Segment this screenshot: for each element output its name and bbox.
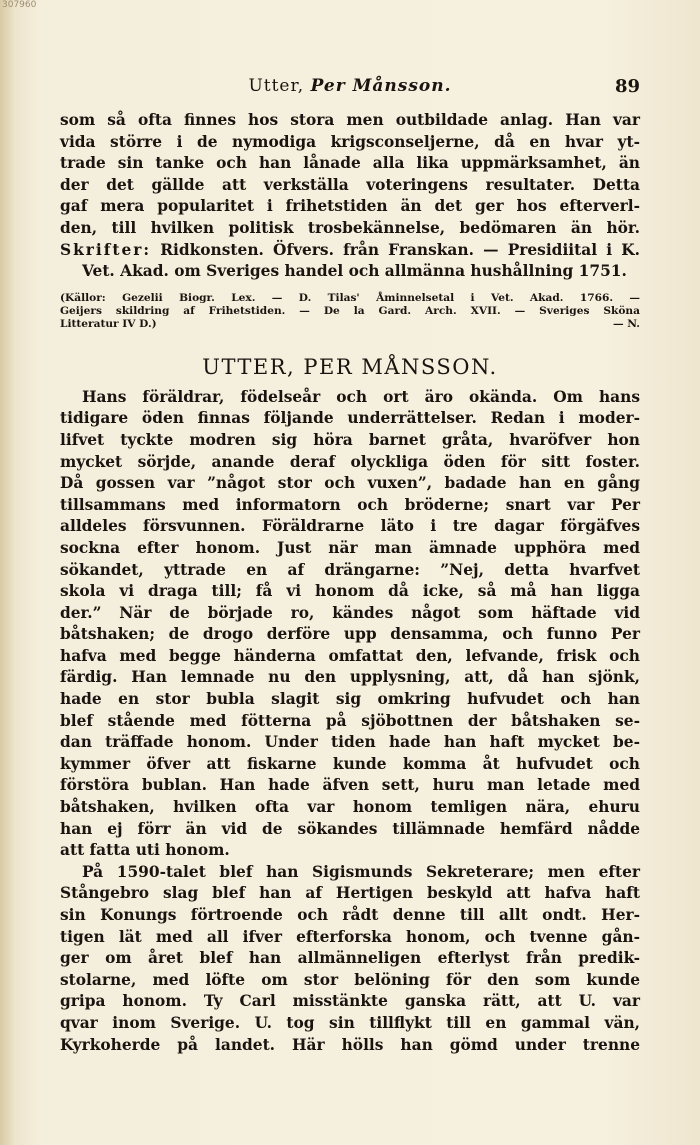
text-line: mycket sörjde, anande deraf olyckliga öden för sitt foster. [60,452,640,471]
writings-text: Ridkonsten. Öfvers. från Franskan. — Presidiital i K. [160,240,641,259]
header-name: Per Månsson. [310,76,452,96]
sources-note [60,292,640,331]
library-stamp: 307960 [2,0,37,10]
header-surname: Utter, [248,76,305,96]
paragraph-2 [60,862,640,1056]
sources-signature: — N. [613,317,640,330]
writings-label: Skrifter: [60,240,152,259]
text-line: Stångebro slag blef han af Hertigen beskyld att hafva haft [60,884,640,903]
page-body [60,110,640,1056]
text-line: den, till hvilken politisk trosbekännelse, bedömaren än hör. [60,218,640,237]
sources-line: (Källor: Gezelii Biogr. Lex. — D. Tilas' Åminnelsetal i Vet. Akad. 1766. — [60,291,640,304]
text-line: trade sin tanke och han lånade alla lika uppmärksamhet, än [60,154,640,173]
text-line: Hans föräldrar, födelseår och ort äro okända. Om hans [82,387,640,406]
text-line: gripa honom. Ty Carl misstänkte ganska rätt, att U. var [60,992,640,1011]
text-line: ger om året blef han allmänneligen efterlyst från predik- [60,949,640,968]
text-line: stolarne, med löfte om stor belöning för den som kunde [60,970,640,989]
page-number: 89 [614,76,640,97]
page-spine-edge [0,0,14,1145]
text-line: der det gällde att verkställa voteringens resultater. Detta [60,175,640,194]
text-line: dan träffade honom. Under tiden hade han haft mycket be- [60,733,640,752]
previous-entry-text [60,110,640,240]
entry-heading: UTTER, PER MÅNSSON. [202,354,498,379]
text-line: som så ofta finnes hos stora men outbildade anlag. Han var [60,111,640,129]
text-line: vida större i de nymodiga krigsconseljerne, då en hvar yt- [60,132,640,151]
sources-end: Litteratur IV D.) [60,317,157,330]
sources-line [60,318,640,331]
text-line: tillsammans med informatorn och bröderne; snart var Per [60,495,640,514]
text-line: kymmer öfver att fiskarne kunde komma åt hufvudet och [60,754,640,773]
text-line: att fatta uti honom. [60,841,230,860]
text-line: hafva med begge händerna omfattat den, lefvande, frisk och [60,646,640,665]
text-line: båtshaken, hvilken ofta var honom temligen nära, ehuru [60,798,640,817]
text-line: tidigare öden finnas följande underrättelser. Redan i moder- [60,409,640,428]
text-line: båtshaken; de drogo derföre upp densamma, och funno Per [60,625,640,644]
text-line: sökandet, yttrade en af drängarne: ”Nej, detta hvarfvet [60,560,640,579]
text-line: blef stående med fötterna på sjöbottnen der båtshaken se- [60,711,640,730]
writings-line: Vet. Akad. om Sveriges handel och allmänna hushållning 1751. [82,262,627,281]
paragraph-1 [60,387,640,862]
text-line: han ej förr än vid de sökandes tillämnade hemfärd nådde [60,819,640,838]
text-line: hade en stor bubla slagit sig omkring hufvudet och han [60,690,640,709]
text-line: färdig. Han lemnade nu den upplysning, att, då han sjönk, [60,668,640,687]
text-line: sin Konungs förtroende och rådt denne till allt ondt. Her- [60,906,640,924]
text-line: gaf mera popularitet i frihetstiden än det ger hos efterverl- [60,197,640,216]
text-line: tigen lät med all ifver efterforska honom, och tvenne gån- [60,927,640,946]
text-line: qvar inom Sverige. U. tog sin tillflykt till en gammal vän, [60,1013,640,1032]
writings-line [60,240,640,262]
text-line: förstöra bublan. Han hade äfven sett, huru man letade med [60,776,640,795]
text-line: lifvet tyckte modren sig höra barnet gråta, hvaröfver hon [60,430,640,449]
text-line: Då gossen var ”något stor och vuxen”, badade han en gång [60,474,640,493]
sources-line: Geijers skildring af Frihetstiden. — De la Gard. Arch. XVII. — Sveriges Sköna [60,304,640,317]
text-line: sockna efter honom. Just när man ämnade upphöra med [60,538,640,557]
text-line: alldeles försvunnen. Föräldrarne läto i tre dagar förgäfves [60,517,640,536]
text-line: skola vi draga till; få vi honom då icke, så må han ligga [60,582,640,601]
running-header [60,76,640,100]
writings-list [60,240,640,283]
text-line: der.” När de började ro, kändes något som häftade vid [60,603,640,622]
text-line: På 1590-talet blef han Sigismunds Sekreterare; men efter [82,862,640,881]
header-title [60,76,640,96]
text-line: Kyrkoherde på landet. Här hölls han gömd under trenne [60,1035,640,1054]
